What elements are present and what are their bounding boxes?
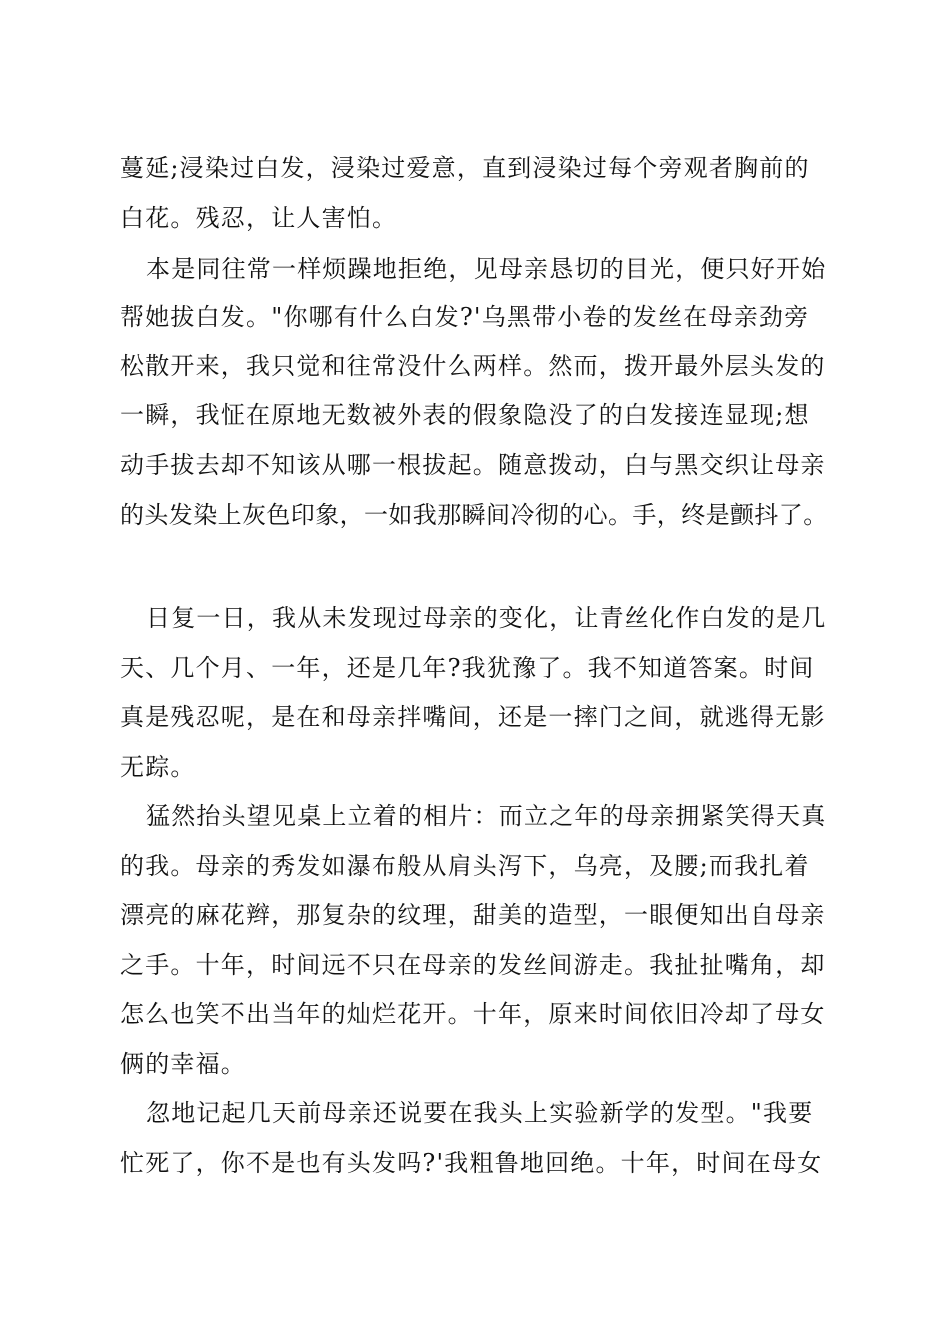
text-line: 无踪。 bbox=[120, 753, 196, 781]
text-line: 动手拔去却不知该从哪一根拔起。随意拨动，白与黑交织让母亲 bbox=[120, 451, 826, 479]
text-line: 一瞬，我怔在原地无数被外表的假象隐没了的白发接连显现;想 bbox=[120, 401, 810, 429]
text-line: 怎么也笑不出当年的灿烂花开。十年，原来时间依旧冷却了母女 bbox=[120, 1000, 826, 1028]
text-line: 白花。残忍，让人害怕。 bbox=[120, 204, 398, 232]
text-line: 天、几个月、一年，还是几年?我犹豫了。我不知道答案。时间 bbox=[120, 654, 815, 682]
text-line: 真是残忍呢，是在和母亲拌嘴间，还是一摔门之间，就逃得无影 bbox=[120, 703, 826, 731]
text-line: 漂亮的麻花辫，那复杂的纹理，甜美的造型，一眼便知出自母亲 bbox=[120, 901, 826, 929]
text-line: 俩的幸福。 bbox=[120, 1050, 246, 1078]
text-line: 忽地记起几天前母亲还说要在我头上实验新学的发型。"我要 bbox=[146, 1099, 814, 1127]
text-line: 日复一日，我从未发现过母亲的变化，让青丝化作白发的是几 bbox=[146, 604, 827, 632]
text-line: 之手。十年，时间远不只在母亲的发丝间游走。我扯扯嘴角，却 bbox=[120, 951, 826, 979]
text-line: 的我。母亲的秀发如瀑布般从肩头泻下，乌亮，及腰;而我扎着 bbox=[120, 852, 810, 880]
text-line: 猛然抬头望见桌上立着的相片：而立之年的母亲拥紧笑得天真 bbox=[146, 802, 827, 830]
text-line: 松散开来，我只觉和往常没什么两样。然而，拨开最外层头发的 bbox=[120, 352, 826, 380]
text-line: 蔓延;浸染过白发，浸染过爱意，直到浸染过每个旁观者胸前的 bbox=[120, 154, 810, 182]
text-line: 忙死了，你不是也有头发吗?'我粗鲁地回绝。十年，时间在母女 bbox=[120, 1149, 823, 1177]
text-line: 本是同往常一样烦躁地拒绝，见母亲恳切的目光，便只好开始 bbox=[146, 255, 827, 283]
text-line: 的头发染上灰色印象，一如我那瞬间冷彻的心。手，终是颤抖了。 bbox=[120, 501, 828, 529]
text-line: 帮她拔白发。"你哪有什么白发?'乌黑带小卷的发丝在母亲劲旁 bbox=[120, 303, 810, 331]
